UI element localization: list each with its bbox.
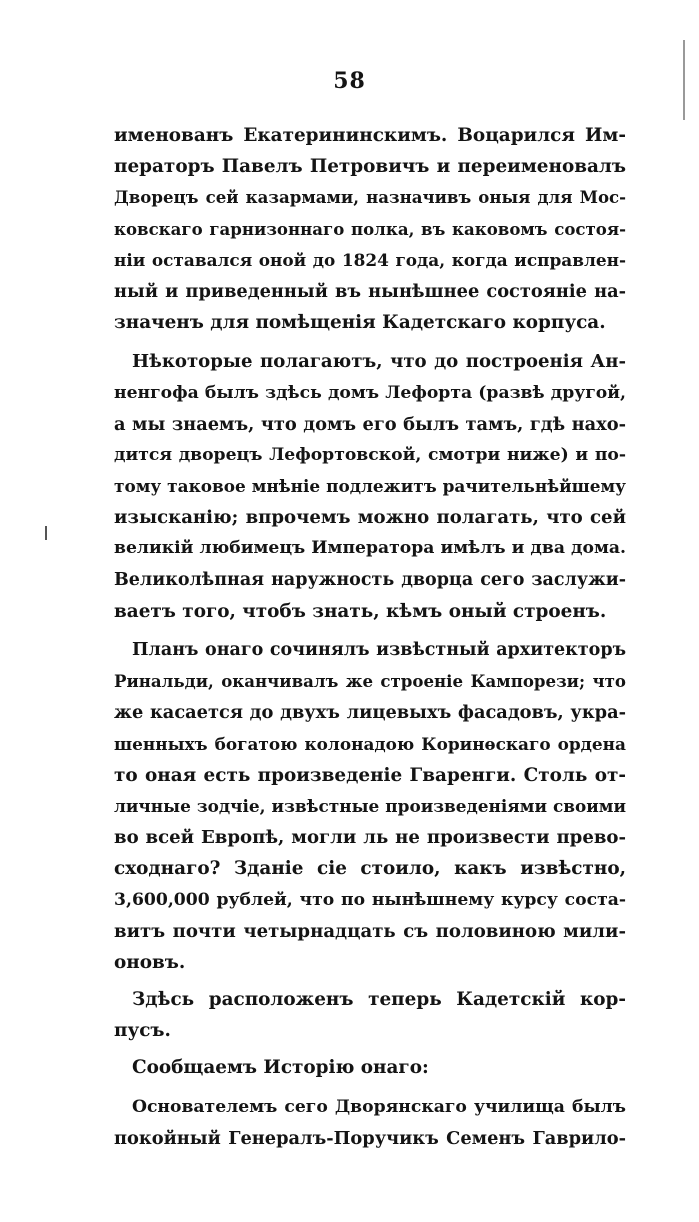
text-line: ный и приведенный въ нынѣшнее состояніе на- bbox=[114, 280, 626, 302]
text-line: витъ почти четырнадцать съ половиною мили- bbox=[114, 920, 626, 942]
text-line: Основателемъ сего Дворянскаго училища былъ bbox=[132, 1096, 626, 1117]
paragraph-1 bbox=[114, 120, 626, 338]
text-line: Ринальди, оканчивалъ же строеніе Кампорези; что bbox=[114, 671, 626, 692]
text-line: ператоръ Павелъ Петровичъ и переименовалъ bbox=[114, 156, 626, 178]
paragraph-gap bbox=[114, 338, 626, 346]
text-line: Дворецъ сей казармами, назначивъ оныя для Мос- bbox=[114, 187, 626, 208]
text-line: ваетъ того, чтобъ знать, кѣмъ оный строенъ. bbox=[114, 600, 607, 622]
paragraph-gap bbox=[114, 627, 626, 635]
text-line: дится дворецъ Лефортовской, смотри ниже) и по- bbox=[114, 444, 626, 465]
text-line: Сообщаемъ Исторію онаго: bbox=[132, 1057, 429, 1079]
text-line: 3,600,000 рублей, что по нынѣшнему курсу соста- bbox=[114, 889, 626, 910]
paragraph-gap bbox=[114, 1084, 626, 1092]
text-line: именованъ Екатерининскимъ. Воцарился Им- bbox=[114, 125, 626, 146]
text-line: великій любимецъ Императора имѣлъ и два дома. bbox=[114, 538, 626, 559]
text-line: сходнаго? Зданіе сіе стоило, какъ извѣстно, bbox=[114, 858, 626, 880]
paragraph-6 bbox=[114, 1092, 626, 1154]
text-line: личные зодчіе, извѣстные произведеніями своими bbox=[114, 795, 626, 816]
text-line: Планъ онаго сочинялъ извѣстный архитекторъ bbox=[132, 640, 626, 660]
text-line: Нѣкоторые полагаютъ, что до построенія Ан- bbox=[132, 351, 626, 373]
margin-scan-mark bbox=[45, 526, 47, 540]
text-line: покойный Генералъ-Поручикъ Семенъ Гаврило- bbox=[114, 1127, 626, 1149]
text-line: а мы знаемъ, что домъ его былъ тамъ, гдѣ нахо- bbox=[114, 413, 626, 435]
text-line: оновъ. bbox=[114, 951, 186, 973]
text-line: Великолѣпная наружность дворца сего заслужи- bbox=[114, 569, 626, 590]
text-line: ковскаго гарнизоннаго полка, въ каковомъ состоя- bbox=[114, 218, 626, 239]
text-line: шенныхъ богатою колонадою Коринѳскаго ордена bbox=[114, 733, 626, 754]
text-line: Здѣсь расположенъ теперь Кадетскій кор- bbox=[132, 989, 626, 1011]
text-line: ненгофа былъ здѣсь домъ Лефорта (развѣ другой, bbox=[114, 382, 626, 403]
text-line: пусъ. bbox=[114, 1020, 171, 1042]
text-line: изысканію; впрочемъ можно полагать, что сей bbox=[114, 507, 626, 529]
text-line: же касается до двухъ лицевыхъ фасадовъ, укра- bbox=[114, 702, 626, 724]
text-line: тому таковое мнѣніе подлежитъ рачительнѣйшему bbox=[114, 476, 626, 497]
paragraph-5 bbox=[114, 1052, 626, 1083]
text-line: то оная есть произведеніе Гваренги. Столь от- bbox=[114, 764, 626, 786]
page-number: 58 bbox=[333, 68, 366, 94]
text-line: значенъ для помѣщенія Кадетскаго корпуса. bbox=[114, 312, 606, 334]
text-line: во всей Европѣ, могли ль не произвести прево- bbox=[114, 827, 626, 849]
edge-scan-mark bbox=[683, 40, 685, 120]
text-line: ніи оставался оной до 1824 года, когда исправлен- bbox=[114, 249, 626, 270]
body-text bbox=[114, 120, 626, 1154]
paragraph-4 bbox=[114, 984, 626, 1046]
paragraph-2 bbox=[114, 346, 626, 627]
paragraph-3 bbox=[114, 635, 626, 978]
